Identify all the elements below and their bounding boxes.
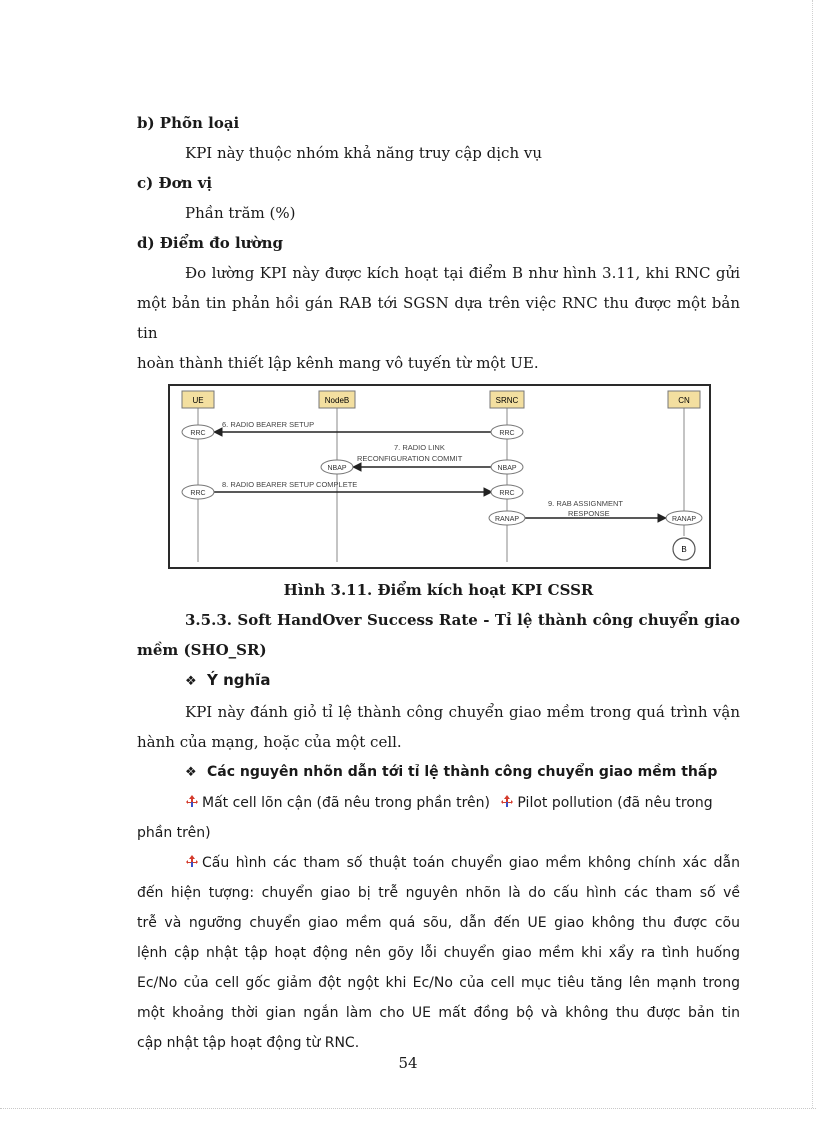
node-srnc-label: SRNC bbox=[495, 396, 519, 405]
causes-item2-line5: Ec/No của cell gốc giảm đột ngột khi Ec/No của cell mục tiêu tăng lên mạnh trong bbox=[137, 975, 740, 991]
msg-7-label-b: RECONFIGURATION COMMIT bbox=[357, 454, 463, 463]
causes-item2-text1: Cấu hình các tham số thuật toán chuyển giao mềm không chính xác dẫn bbox=[202, 855, 740, 871]
proto-rrc-srnc-2: RRC bbox=[499, 490, 515, 497]
page-right-border bbox=[812, 0, 813, 1108]
node-nodeb bbox=[319, 391, 355, 408]
quad-arrow-bullet-icon bbox=[185, 794, 199, 808]
text-c: Phần trăm (%) bbox=[185, 204, 296, 222]
msg-6-label: 6. RADIO BEARER SETUP bbox=[222, 420, 315, 429]
msg-9-label-a: 9. RAB ASSIGNMENT bbox=[548, 499, 624, 508]
meaning-heading bbox=[137, 665, 740, 697]
causes-item2-line6: một khoảng thời gian ngắn làm cho UE mất đồng bộ và không thu được bản tin bbox=[137, 1005, 740, 1021]
section-353-heading-line2: mềm (SHO_SR) bbox=[137, 641, 267, 659]
para-d-line3: hoàn thành thiết lập kênh mang vô tuyến từ một UE. bbox=[137, 354, 539, 372]
heading-d: d) Điểm đo lường bbox=[137, 234, 283, 252]
meaning-title: Ý nghĩa bbox=[207, 671, 271, 689]
point-b-label: B bbox=[681, 545, 687, 554]
document-body bbox=[137, 108, 740, 1058]
causes-item1-c: phần trên) bbox=[137, 825, 211, 841]
proto-ranap-srnc: RANAP bbox=[494, 516, 520, 523]
figure-3-11-diagram bbox=[168, 384, 711, 569]
causes-item1-a: Mất cell lõn cận (đã nêu trong phần trên) bbox=[202, 795, 490, 811]
node-cn-label: CN bbox=[678, 396, 690, 405]
para-d-line1: Đo lường KPI này được kích hoạt tại điểm B như hình 3.11, khi RNC gửi bbox=[185, 264, 740, 282]
causes-item2-line4: lệnh cập nhật tập hoạt động nên gõy lỗi chuyển giao mềm khi xẩy ra tình huống bbox=[137, 945, 740, 961]
node-cn bbox=[668, 391, 700, 408]
heading-b: b) Phõn loại bbox=[137, 114, 240, 132]
msg-7-label-a: 7. RADIO LINK bbox=[394, 443, 445, 452]
causes-item1 bbox=[137, 788, 740, 818]
proto-nbap-srnc: NBAP bbox=[497, 465, 517, 472]
msg-9-label-b: RESPONSE bbox=[568, 509, 610, 518]
text-b: KPI này thuộc nhóm khả năng truy cập dịch vụ bbox=[185, 144, 543, 162]
quad-arrow-bullet-icon bbox=[500, 794, 514, 808]
proto-ranap-cn: RANAP bbox=[671, 516, 697, 523]
para-d-line2: một bản tin phản hồi gán RAB tới SGSN dựa trên việc RNC thu được một bản tin bbox=[137, 294, 740, 342]
meaning-line1: KPI này đánh giỏ tỉ lệ thành công chuyển giao mềm trong quá trình vận bbox=[185, 703, 740, 721]
causes-item2-line7: cập nhật tập hoạt động từ RNC. bbox=[137, 1035, 360, 1051]
proto-rrc-ue-1: RRC bbox=[190, 430, 206, 437]
node-ue-label: UE bbox=[192, 396, 204, 405]
msg-8-label: 8. RADIO BEARER SETUP COMPLETE bbox=[222, 480, 358, 489]
causes-item1-b: Pilot pollution (đã nêu trong bbox=[517, 795, 713, 811]
heading-c: c) Đơn vị bbox=[137, 174, 213, 192]
causes-title: Các nguyên nhõn dẫn tới tỉ lệ thành công chuyển giao mềm thấp bbox=[207, 764, 718, 780]
figure-caption: Hình 3.11. Điểm kích hoạt KPI CSSR bbox=[283, 581, 594, 599]
node-nodeb-label: NodeB bbox=[324, 396, 350, 405]
causes-item2-line3: trễ và ngưỡng chuyển giao mềm quá sõu, dẫn đến UE giao không thu được cõu bbox=[137, 915, 740, 931]
meaning-line2: hành của mạng, hoặc của một cell. bbox=[137, 733, 402, 751]
diamond-bullet-icon: ❖ bbox=[185, 674, 197, 689]
causes-item2-line1 bbox=[137, 848, 740, 878]
page-bottom-border bbox=[0, 1108, 816, 1109]
page-number: 54 bbox=[398, 1054, 418, 1072]
causes-heading bbox=[137, 757, 740, 788]
proto-rrc-srnc-1: RRC bbox=[499, 430, 515, 437]
quad-arrow-bullet-icon bbox=[185, 854, 199, 868]
node-srnc bbox=[490, 391, 524, 408]
causes-item2-line2: đến hiện tượng: chuyển giao bị trễ nguyên nhõn là do cấu hình các tham số về bbox=[137, 885, 740, 901]
section-353-heading-line1: 3.5.3. Soft HandOver Success Rate - Tỉ lệ thành công chuyển giao bbox=[185, 611, 740, 629]
proto-rrc-ue-2: RRC bbox=[190, 490, 206, 497]
diamond-bullet-icon: ❖ bbox=[185, 765, 197, 780]
proto-nbap-nodeb: NBAP bbox=[327, 465, 347, 472]
node-ue bbox=[182, 391, 214, 408]
